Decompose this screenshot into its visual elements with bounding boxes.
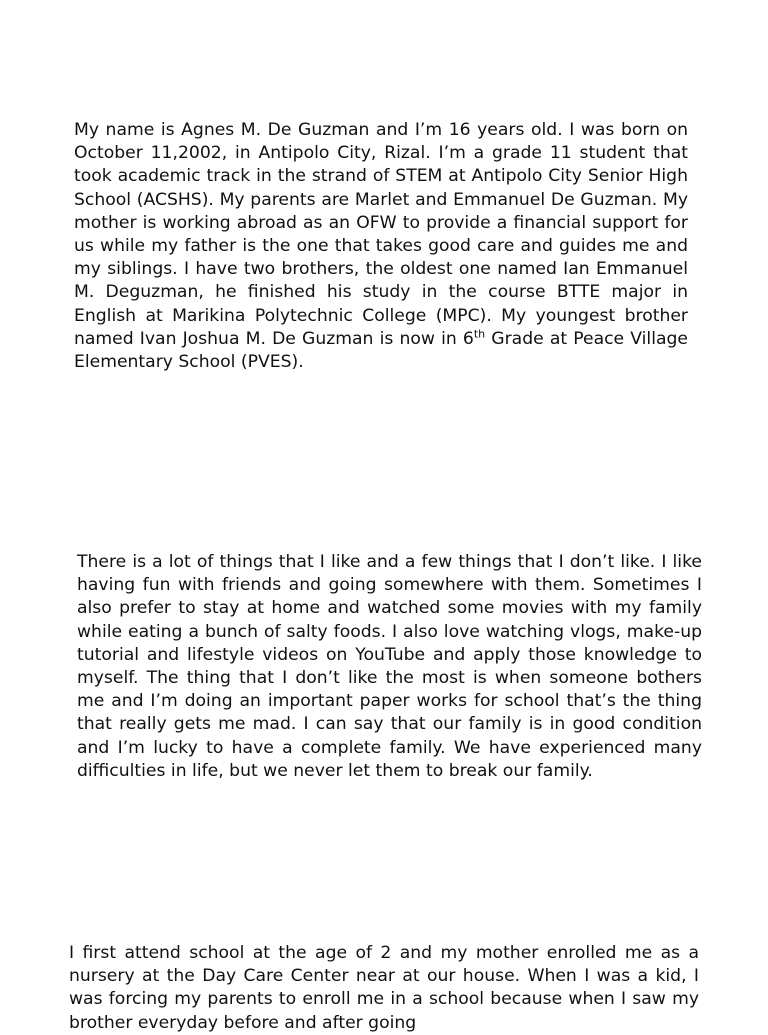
paragraph-schooling: I first attend school at the age of 2 and my mother enrolled me as a nursery at the Day Care Center near at our house. When I was a kid, I was forcing my parents to enroll me in a school because when I saw my brother everyday before and after going bbox=[69, 943, 699, 1033]
paragraph-introduction bbox=[74, 119, 688, 374]
paragraph-introduction-text: My name is Agnes M. De Guzman and I’m 16 years old. I was born on October 11,2002, in Antipolo City, Rizal. I’m a grade 11 student that took academic track in the strand of STEM at Antipolo City Senior High School (ACSHS). My parents are Marlet and Emmanuel De Guzman. My mother is working abroad as an OFW to provide a financial support for us while my father is the one that takes good care and guides me and my siblings. I have two brothers, the oldest one named Ian Emmanuel M. Deguzman, he finished his study in the course BTTE major in English at Marikina Polytechnic College (MPC). My youngest brother named Ivan Joshua M. De Guzman is now in 6 bbox=[74, 120, 688, 349]
paragraph-likes-dislikes: There is a lot of things that I like and a few things that I don’t like. I like having fun with friends and going somewhere with them. Sometimes I also prefer to stay at home and watched some movies with my family while eating a bunch of salty foods. I also love watching vlogs, make-up tutorial and lifestyle videos on YouTube and apply those knowledge to myself. The thing that I don’t like the most is when someone bothers me and I’m doing an important paper works for school that’s the thing that really gets me mad. I can say that our family is in good condition and I’m lucky to have a complete family. We have experienced many difficulties in life, but we never let them to break our family. bbox=[77, 552, 702, 781]
paragraph-introduction-end: Grade at Peace Village Elementary School (PVES). bbox=[74, 328, 688, 373]
ordinal-suffix: th bbox=[473, 327, 486, 341]
